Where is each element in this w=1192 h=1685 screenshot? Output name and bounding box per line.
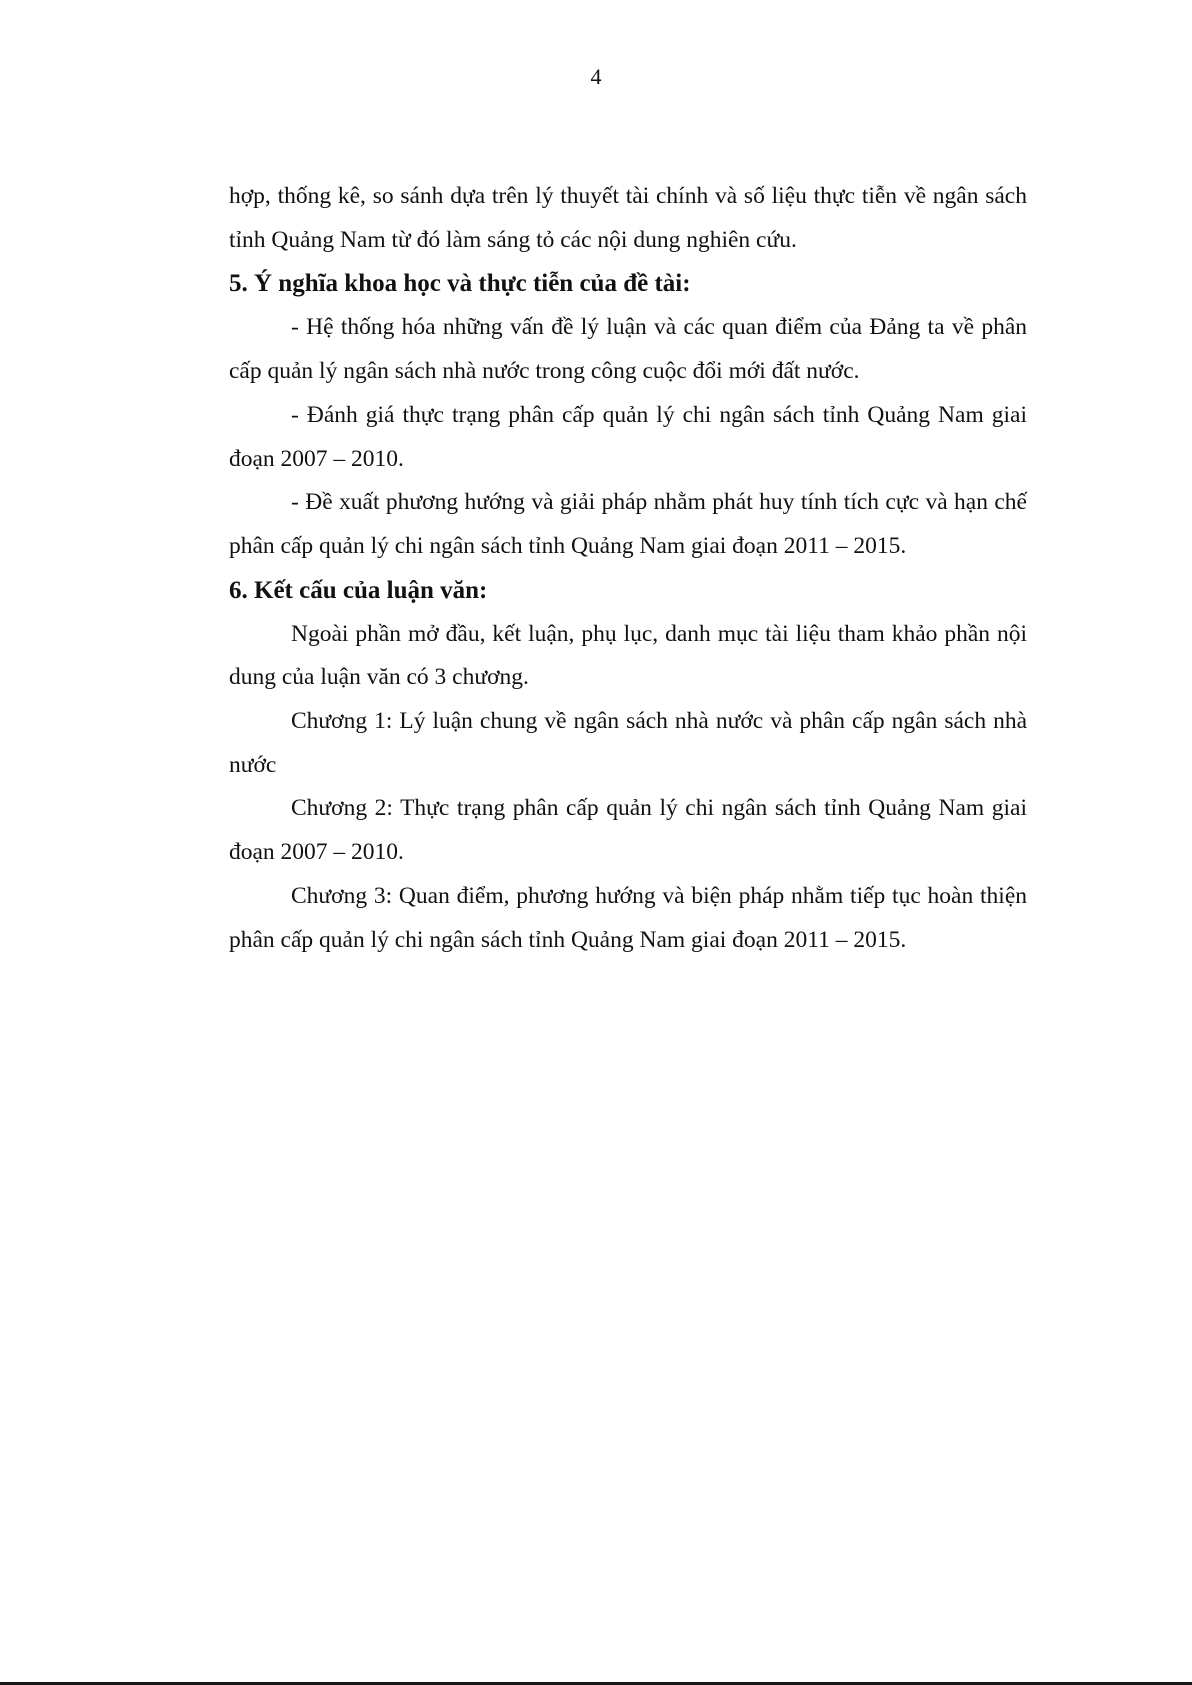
section-6-intro: Ngoài phần mở đầu, kết luận, phụ lục, danh mục tài liệu tham khảo phần nội dung của luận văn có 3 chương. [229, 620, 1027, 691]
continuation-paragraph: hợp, thống kê, so sánh dựa trên lý thuyết tài chính và số liệu thực tiễn về ngân sách tỉnh Quảng Nam từ đó làm sáng tỏ các nội dung nghiên cứu. [229, 183, 1027, 253]
section-5-item: - Đề xuất phương hướng và giải pháp nhằm phát huy tính tích cực và hạn chế phân cấp quản lý chi ngân sách tỉnh Quảng Nam giai đoạn 2011 – 2015. [229, 489, 1027, 559]
chapter-item: Chương 1: Lý luận chung về ngân sách nhà nước và phân cấp ngân sách nhà nước [229, 708, 1027, 778]
section-5-heading: 5. Ý nghĩa khoa học và thực tiễn của đề tài: [229, 270, 691, 298]
section-5-item: - Hệ thống hóa những vấn đề lý luận và các quan điểm của Đảng ta về phân cấp quản lý ngân sách nhà nước trong công cuộc đổi mới đất nước. [229, 314, 1027, 385]
section-6-heading: 6. Kết cấu của luận văn: [229, 576, 488, 604]
chapter-item: Chương 3: Quan điểm, phương hướng và biện pháp nhằm tiếp tục hoàn thiện phân cấp quản lý chi ngân sách tỉnh Quảng Nam giai đoạn 2011 – 2015. [229, 882, 1027, 953]
document-body [229, 175, 1027, 962]
chapter-item: Chương 2: Thực trạng phân cấp quản lý chi ngân sách tỉnh Quảng Nam giai đoạn 2007 – 2010. [229, 795, 1027, 866]
section-5-item: - Đánh giá thực trạng phân cấp quản lý chi ngân sách tỉnh Quảng Nam giai đoạn 2007 – 2010. [229, 401, 1027, 472]
page-number: 4 [590, 64, 602, 89]
